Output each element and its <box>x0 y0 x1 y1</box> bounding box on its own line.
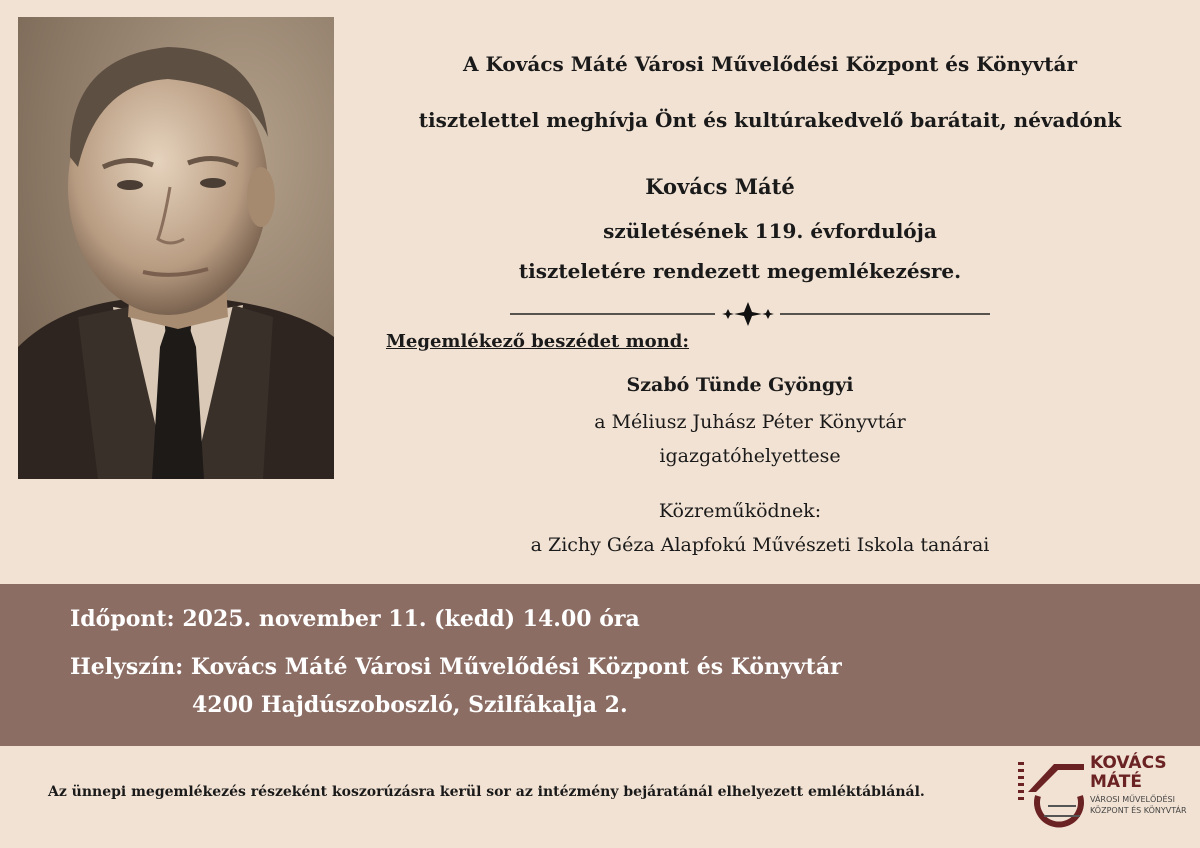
logo-title-line-2: MÁTÉ <box>1090 772 1142 792</box>
event-place-line-2: 4200 Hajdúszoboszló, Szilfákalja 2. <box>192 692 628 718</box>
logo-mark-icon <box>1014 756 1086 828</box>
honoree-name: Kovács Máté <box>645 174 795 199</box>
event-place-line-1: Helyszín: Kovács Máté Városi Művelődési Központ és Könyvtár <box>70 654 842 680</box>
speaker-role-line-1: a Méliusz Juhász Péter Könyvtár <box>594 411 906 433</box>
logo-subtitle-line-1: VÁROSI MŰVELŐDÉSI <box>1090 795 1175 804</box>
invitation-line-1: A Kovács Máté Városi Művelődési Központ és Könyvtár <box>462 52 1078 76</box>
invitation-line-4: tiszteletére rendezett megemlékezésre. <box>518 259 962 283</box>
contributors-value: a Zichy Géza Alapfokú Művészeti Iskola tanárai <box>530 534 990 556</box>
speaker-role-line-2: igazgatóhelyettese <box>659 445 841 467</box>
institution-logo <box>1014 752 1187 832</box>
invitation-line-2: tisztelettel meghívja Önt és kultúrakedvelő barátait, névadónk <box>418 108 1122 132</box>
speaker-label: Megemlékező beszédet mond: <box>386 331 690 352</box>
portrait-illustration <box>18 17 334 479</box>
ornament-divider <box>490 300 990 328</box>
portrait-photo <box>18 17 334 479</box>
logo-title-line-1: KOVÁCS <box>1090 753 1167 773</box>
event-time: Időpont: 2025. november 11. (kedd) 14.00 óra <box>70 606 640 632</box>
invitation-line-3: születésének 119. évfordulója <box>603 219 937 243</box>
logo-subtitle-line-2: KÖZPONT ÉS KÖNYVTÁR <box>1090 806 1187 815</box>
event-details-band <box>0 584 1200 746</box>
footer-note: Az ünnepi megemlékezés részeként koszorúzásra kerül sor az intézmény bejáratánál elhelyezett emléktáblánál. <box>48 784 925 800</box>
contributors-label: Közreműködnek: <box>658 500 822 522</box>
logo-title <box>1090 754 1180 792</box>
speaker-name: Szabó Tünde Gyöngyi <box>626 374 854 396</box>
logo-subtitle <box>1090 794 1190 816</box>
